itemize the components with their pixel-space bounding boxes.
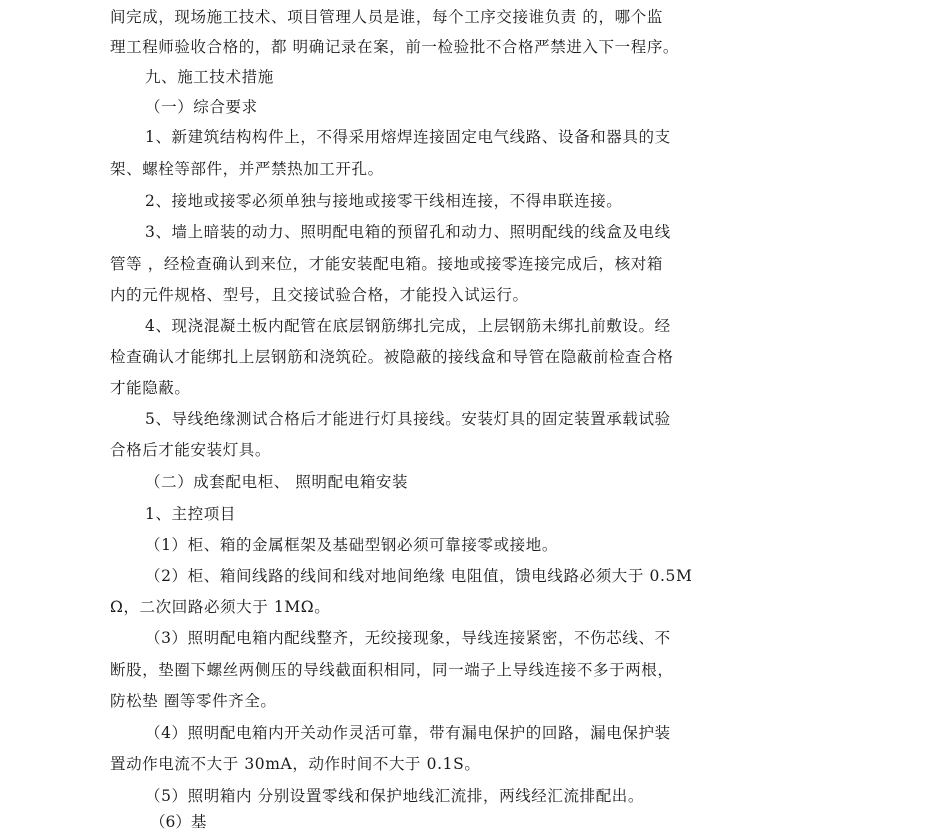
text-line: 2、接地或接零必须单独与接地或接零干线相连接，不得串联连接。 (145, 192, 623, 210)
text-line: 5、导线绝缘测试合格后才能进行灯具接线。安装灯具的固定装置承载试验 (145, 410, 671, 428)
text-line: （2）柜、箱间线路的线间和线对地间绝缘 电阻值，馈电线路必须大于 0.5M (145, 567, 693, 585)
text-line: 防松垫 圈等零件齐全。 (110, 692, 277, 710)
text-line: 3、墙上暗装的动力、照明配电箱的预留孔和动力、照明配线的线盒及电线 (145, 223, 671, 241)
text-line: 检查确认才能绑扎上层钢筋和浇筑砼。被隐蔽的接线盒和导管在隐蔽前检查合格 (110, 348, 674, 366)
section-heading: 九、施工技术措施 (145, 68, 274, 86)
text-line: 断股，垫圈下螺丝两侧压的导线截面积相同，同一端子上导线连接不多于两根， (110, 661, 674, 679)
text-line: 内的元件规格、型号，且交接试验合格，才能投入试运行。 (110, 286, 529, 304)
text-line: （3）照明配电箱内配线整齐，无绞接现象，导线连接紧密，不伤芯线、不 (145, 629, 671, 647)
text-line: 4、现浇混凝土板内配管在底层钢筋绑扎完成，上层钢筋未绑扎前敷设。经 (145, 317, 671, 335)
text-line: Ω，二次回路必须大于 1MΩ。 (110, 598, 331, 616)
subsection-heading: （一）综合要求 (145, 98, 258, 116)
text-line: （1）柜、箱的金属框架及基础型钢必须可靠接零或接地。 (145, 536, 558, 554)
text-line: 合格后才能安装灯具。 (110, 441, 272, 459)
text-line: 才能隐蔽。 (110, 379, 191, 397)
text-line: 理工程师验收合格的，都 明确记录在案，前一检验批不合格严禁进入下一程序。 (110, 38, 680, 56)
text-line: 1、新建筑结构构件上，不得采用熔焊连接固定电气线路、设备和器具的支 (145, 128, 671, 146)
text-line: 置动作电流不大于 30mA，动作时间不大于 0.1S。 (110, 755, 481, 773)
subsection-heading: （二）成套配电柜、 照明配电箱安装 (145, 473, 409, 491)
text-line: 架、螺栓等部件，并严禁热加工开孔。 (110, 160, 384, 178)
text-line: （5）照明箱内 分别设置零线和保护地线汇流排，两线经汇流排配出。 (145, 787, 644, 805)
cut-off-line (150, 812, 240, 831)
text-line: 1、主控项目 (145, 505, 236, 523)
cut-off-text: （6）基 (150, 813, 207, 831)
text-line: 管等 ，经检查确认到来位，才能安装配电箱。接地或接零连接完成后，核对箱 (110, 255, 663, 273)
text-line: （4）照明配电箱内开关动作灵活可靠，带有漏电保护的回路，漏电保护装 (145, 724, 671, 742)
text-line: 间完成，现场施工技术、项目管理人员是谁，每个工序交接谁负责 的，哪个监 (110, 8, 663, 26)
